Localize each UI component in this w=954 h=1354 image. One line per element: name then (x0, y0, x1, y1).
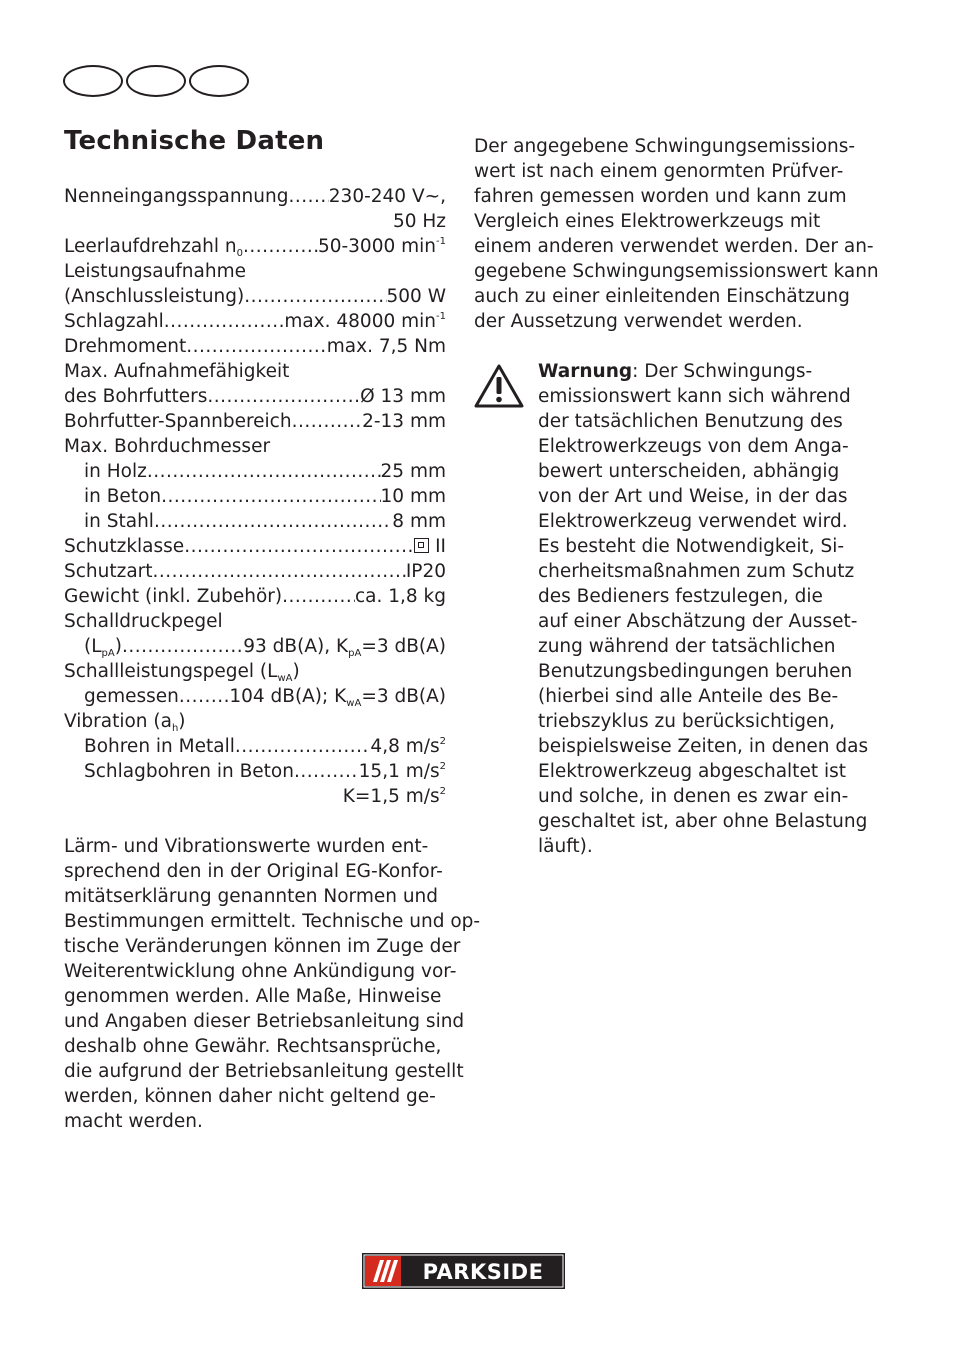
spec-row: gemessen ..... 104 dB(A); $K_{wA}=3$ dB(A) (64, 684, 446, 709)
spec-row: Max. Bohrduchmesser (64, 436, 271, 457)
logo-wordmark: PARKSIDE (422, 1260, 544, 1284)
spec-row: Max. Aufnahmefähigkeit (64, 361, 290, 382)
spec-row: Schalldruckpegel (64, 611, 223, 632)
spec-row: Schlagzahl ..... max. 48000 $\min^{-1}$ (64, 309, 446, 334)
spec-row: des Bohrfutters ..... Ø 13 mm (64, 384, 446, 409)
spec-row: Nenneingangsspannung ..... 230-240 V~, (64, 184, 446, 209)
spec-row: Leistungsaufnahme (64, 261, 246, 282)
spec-row: in Stahl ..... 8 mm (64, 509, 446, 534)
warning-triangle-icon (473, 363, 525, 409)
page-title: Technische Daten (64, 126, 325, 156)
protection-class-icon (414, 538, 429, 553)
warning-label: Warnung (538, 361, 633, 382)
language-ovals (63, 65, 252, 97)
spec-row: Bohrfutter-Spannbereich ..... 2-13 mm (64, 409, 446, 434)
vibration-emission-paragraph: Der angegebene Schwingungsemissions- wert ist nach einem genormten Prüfver- fahren gemessen worden und kann zum Vergleich eines Elektrowerkzeugs mit einem anderen verwendet werden. Der an- gegebene Schwingungsemissionswert kann auch zu einer einleitenden Einschätzung der Aussetzung verwendet werden. (474, 136, 879, 332)
spec-row: Schutzart ..... IP20 (64, 559, 446, 584)
spec-row: Schallleistungspegel $(L_{wA})$ (64, 661, 300, 684)
spec-row: Schlagbohren in Beton ..... 15,1 $m/s^2$ (64, 759, 446, 784)
spec-row: Bohren in Metall ..... 4,8 $m/s^2$ (64, 734, 446, 759)
spec-row: in Holz ..... 25 mm (64, 459, 446, 484)
language-oval (126, 65, 186, 97)
spec-row: Gewicht (inkl. Zubehör) ..... ca. 1,8 kg (64, 584, 446, 609)
spec-row: Vibration $(a_h)$ (64, 711, 186, 734)
spec-row: 50 Hz (392, 211, 446, 232)
language-oval (63, 65, 123, 97)
spec-row: in Beton ..... 10 mm (64, 484, 446, 509)
spec-row: Drehmoment ..... max. 7,5 Nm (64, 334, 446, 359)
spec-row: Schutzklasse ..... II (64, 534, 446, 559)
noise-vibration-paragraph: Lärm- und Vibrationswerte wurden ent- sprechend den in der Original EG-Konfor- mitätserklärung genannten Normen und Bestimmungen ermittelt. Technische und op- tische Veränderungen können im Zuge der Weiterentwicklung ohne Ankündigung vor- genommen werden. Alle Maße, Hinweise und Angaben dieser Betriebsanleitung sind deshalb ohne Gewähr. Rechtsansprüche, die aufgrund der Betriebsanleitung gestellt werden, können daher nicht geltend ge- macht werden. (64, 836, 481, 1132)
parkside-logo (362, 1253, 565, 1289)
spec-list (64, 184, 446, 809)
spec-row: Leerlaufdrehzahl $n_0$ ..... 50-3000 $\min^{-1}$ (64, 234, 446, 259)
language-oval (189, 65, 249, 97)
spec-row: (Anschlussleistung) ..... 500 W (64, 284, 446, 309)
spec-row: K=1,5 $m/s^2$ (342, 786, 446, 807)
warning-paragraph: Warnung: Der Schwingungs- emissionswert kann sich während der tatsächlichen Benutzung des Elektrowerkzeugs von dem Anga- bewert unterscheiden, abhängig von der Art und Weise, in der das Elektrowerkzeug verwendet wird. Es besteht die Notwendigkeit, Si- cherheitsmaßnahmen zum Schutz des Bedieners festzulegen, die auf einer Abschätzung der Ausset- zung während der tatsächlichen Benutzungsbedingungen beruhen (hierbei sind alle Anteile des Be- triebszyklus zu berücksichtigen, beispielsweise Zeiten, in denen das Elektrowerkzeug abgeschaltet ist und solche, in denen es zwar ein- geschaltet ist, aber ohne Belastung läuft). (538, 361, 869, 857)
spec-row: $(L_{pA})$ ..... 93 dB(A), $K_{pA}=3$ dB(A) (64, 634, 446, 659)
